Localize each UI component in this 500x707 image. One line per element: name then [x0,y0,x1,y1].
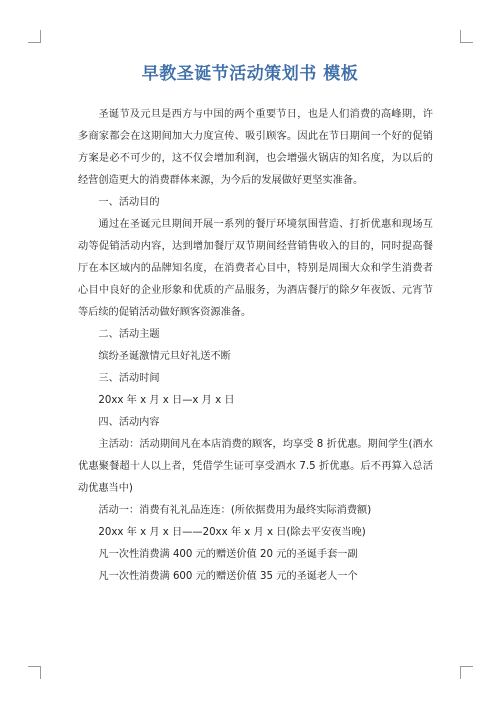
crop-mark-bottom-right [460,666,473,679]
section-heading-content: 四、活动内容 [98,417,160,428]
document-title: 早教圣诞节活动策划书 模板 [141,64,359,84]
crop-mark-top-right [460,30,473,43]
time-paragraph: 20xx 年 x 月 x 日—x 月 x 日 [98,395,235,406]
main-activity-paragraph: 主活动：活动期间凡在本店消费的顾客，均享受 8 折优惠。期间学生(酒水优惠聚餐超十人以上者，凭借学生证可享受酒水 7.5 折优惠。后不再算入总活动优惠当中) [78,439,433,494]
section-heading-purpose: 一、活动目的 [98,197,160,208]
gift-tier-600: 凡一次性消费满 600 元的赠送价值 35 元的圣诞老人一个 [98,571,358,582]
section-heading-time: 三、活动时间 [98,373,160,384]
intro-paragraph: 圣诞节及元旦是西方与中国的两个重要节日，也是人们消费的高峰期，许多商家都会在这期间加大力度宣传、吸引顾客。因此在节日期间一个好的促销方案是必不可少的，这不仅会增加利润，也会增强火锅店的知名度，为以后的经营创造更大的消费群体来源，为今后的发展做好更坚实准备。 [78,109,433,186]
theme-paragraph: 缤纷圣诞激情元旦好礼送不断 [98,351,231,362]
document-body [78,104,433,588]
crop-mark-bottom-left [28,666,41,679]
activity-one-paragraph: 活动一：消费有礼礼品连连：(所依据费用为最终实际消费额) [98,505,372,516]
section-heading-theme: 二、活动主题 [98,329,160,340]
activity-one-date: 20xx 年 x 月 x 日——20xx 年 x 月 x 日(除去平安夜当晚) [98,527,366,538]
purpose-paragraph: 通过在圣诞元旦期间开展一系列的餐厅环境氛围营造、打折优惠和现场互动等促销活动内容，达到增加餐厅双节期间经营销售收入的目的，同时提高餐厅在本区域内的品牌知名度，在消费者心目中，特别是周围大众和学生消费者心目中良好的企业形象和优质的产品服务，为酒店餐厅的除夕年夜饭、元宵节等后续的促销活动做好顾客资源准备。 [78,219,433,318]
crop-mark-top-left [28,30,41,43]
gift-tier-400: 凡一次性消费满 400 元的赠送价值 20 元的圣诞手套一副 [98,549,358,560]
